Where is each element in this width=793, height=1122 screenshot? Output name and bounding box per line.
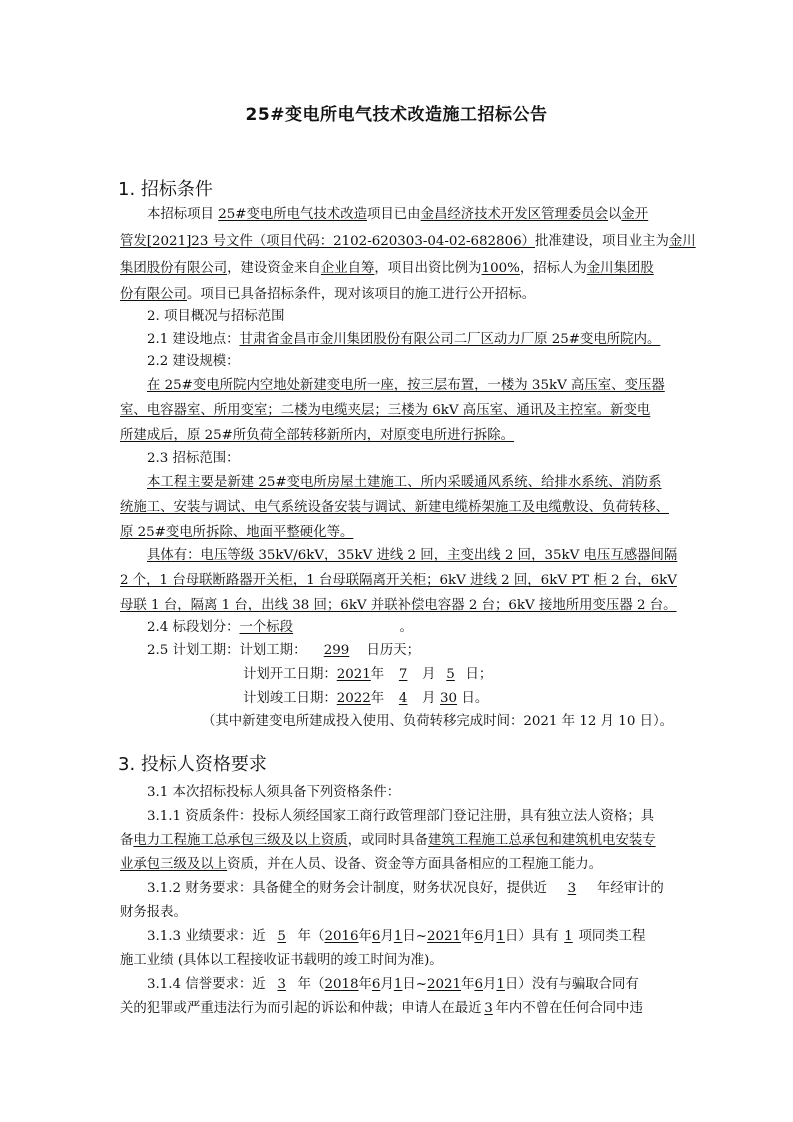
qualification-intro: 3.1 本次招标投标人须具备下列资格条件： <box>147 785 401 800</box>
page-title: 25#变电所电气技术改造施工招标公告 <box>245 105 548 125</box>
planned-duration: 2.5 计划工期：计划工期： 299 日历天； <box>147 643 421 658</box>
completion-note: （其中新建变电所建成投入使用、负荷转移完成时间：2021 年 12 月 10 日）。 <box>202 714 674 729</box>
financial-requirement: 3.1.2 财务要求：具备健全的财务会计制度，财务状况良好，提供近 3 年经审计的 <box>147 881 664 896</box>
qualification-line-3: 业承包三级及以上资质，并在人员、设备、资金等方面具备相应的工程施工能力。 <box>120 857 603 872</box>
funding-source: 企业自筹 <box>320 261 375 276</box>
reputation-requirement-line-2: 关的犯罪或严重违法行为而引起的诉讼和仲裁；申请人在最近 3 年内不曾在任何合同中违 <box>120 1001 643 1016</box>
performance-requirement: 3.1.3 业绩要求：近 5 年（2016年6月1日~2021年6月1日）具有 1 项同类工程 <box>147 929 646 944</box>
approval-document: 管发[2021]23 号文件（项目代码：2102-620303-04-02-682806） <box>120 234 535 249</box>
scale-line-2: 室、电容器室、所用变室；二楼为电缆夹层；三楼为 6kV 高压室、通讯及主控室。新变电 <box>120 403 651 418</box>
s1-line-2: 管发[2021]23 号文件（项目代码：2102-620303-04-02-682806）批准建设，项目业主为金川 <box>120 234 696 249</box>
section-heading-3: 3. 投标人资格要求 <box>118 754 267 775</box>
scale-label: 2.2 建设规模： <box>147 354 240 369</box>
reputation-requirement: 3.1.4 信誉要求：近 3 年（2018年6月1日~2021年6月1日）没有与骗取合同有 <box>147 977 639 992</box>
qualification-line-2: 备电力工程施工总承包三级及以上资质，或同时具备建筑工程施工总承包和建筑机电安装专 <box>120 833 656 848</box>
project-owner: 集团股份有限公司 <box>120 261 228 276</box>
s1-line-3: 集团股份有限公司，建设资金来自企业自筹，项目出资比例为100%，招标人为金川集团股 <box>120 261 654 276</box>
scope-line-5: 2 个，1 台母联断路器开关柜，1 台母联隔离开关柜；6kV 进线 2 回，6kV PT 柜 2 台，6kV <box>120 573 677 588</box>
funding-ratio: 100% <box>481 261 520 276</box>
scale-line-1: 在 25#变电所院内空地处新建变电所一座，按三层布置，一楼为 35kV 高压室、变压器 <box>147 378 665 393</box>
s1-line-4: 份有限公司。项目已具备招标条件，现对该项目的施工进行公开招标。 <box>120 287 536 302</box>
section-heading-2: 2. 项目概况与招标范围 <box>147 309 285 324</box>
scope-line-3: 原 25#变电所拆除、地面平整硬化等。 <box>120 525 354 540</box>
construction-site: 2.1 建设地点：甘肃省金昌市金川集团股份有限公司二厂区动力厂原 25#变电所院内。 <box>147 332 661 347</box>
scale-line-3: 所建成后，原 25#所负荷全部转移新所内，对原变电所进行拆除。 <box>120 428 515 443</box>
tenderer: 金川集团股 <box>586 261 654 276</box>
project-name: 25#变电所电气技术改造 <box>218 207 367 222</box>
scope-line-6: 母联 1 台，隔离 1 台，出线 38 回；6kV 并联补偿电容器 2 台；6kV 接地所用变压器 2 台。 <box>120 598 677 613</box>
approval-authority: 金昌经济技术开发区管理委员会 <box>420 207 609 222</box>
scope-line-2: 统施工、安装与调试、电气系统设备安装与调试、新建电缆桥架施工及电缆敷设、负荷转移、 <box>120 500 670 515</box>
planned-start-date: 计划开工日期：2021年 7 月 5 日； <box>243 667 493 682</box>
scope-line-1: 本工程主要是新建 25#变电所房屋土建施工、所内采暖通风系统、给排水系统、消防系 <box>147 475 662 490</box>
financial-requirement-line-2: 财务报表。 <box>120 905 187 920</box>
s1-line-1: 本招标项目 25#变电所电气技术改造项目已由金昌经济技术开发区管理委员会以金开 <box>147 207 649 222</box>
section-heading-1: 1. 招标条件 <box>118 179 213 200</box>
performance-requirement-line-2: 施工业绩 (具体以工程接收证书载明的竣工时间为准)。 <box>120 953 443 968</box>
lot-division: 2.4 标段划分：一个标段 。 <box>147 620 413 635</box>
planned-end-date: 计划竣工日期：2022年 4 月 30 日。 <box>243 691 489 706</box>
scope-line-4: 具体有：电压等级 35kV/6kV，35kV 进线 2 回，主变出线 2 回，35kV 电压互感器间隔 <box>147 548 678 563</box>
scope-label: 2.3 招标范围： <box>147 451 240 466</box>
qualification-line-1: 3.1.1 资质条件：投标人须经国家工商行政管理部门登记注册，具有独立法人资格；具 <box>147 809 654 824</box>
